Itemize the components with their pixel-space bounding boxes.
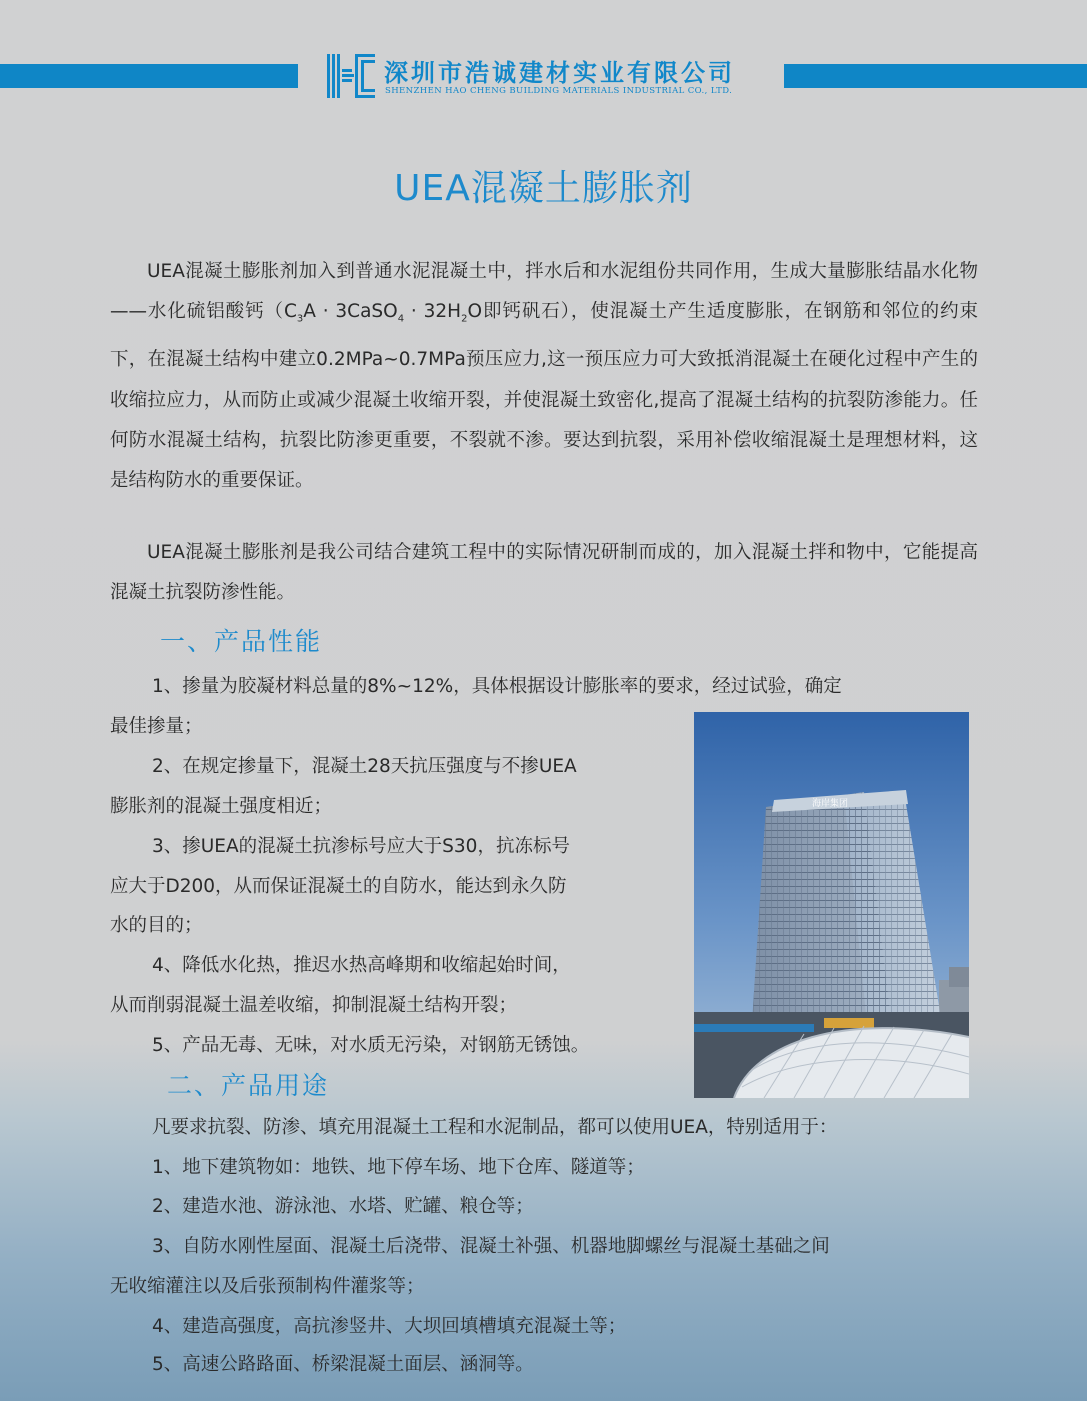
page-title: UEA混凝土膨胀剂: [394, 168, 693, 209]
header-bar-left: [0, 64, 298, 88]
performance-line: 5、产品无毒、无味，对水质无污染，对钢筋无锈蚀。: [152, 1035, 590, 1056]
application-line: 1、地下建筑物如：地铁、地下停车场、地下仓库、隧道等；: [152, 1157, 645, 1178]
performance-line: 从而削弱混凝土温差收缩，抑制混凝土结构开裂；: [110, 995, 518, 1016]
performance-line: 2、在规定掺量下，混凝土28天抗压强度与不掺UEA: [152, 756, 577, 777]
application-line: 无收缩灌注以及后张预制构件灌浆等；: [110, 1276, 425, 1297]
section-heading-performance: 一、产品性能: [160, 627, 323, 656]
application-line: 2、建造水池、游泳池、水塔、贮罐、粮仓等；: [152, 1196, 534, 1217]
performance-line: 1、掺量为胶凝材料总量的8%~12%，具体根据设计膨胀率的要求，经过试验，确定: [152, 676, 842, 697]
performance-line: 3、掺UEA的混凝土抗渗标号应大于S30，抗冻标号: [152, 836, 570, 857]
company-name-en: SHENZHEN HAO CHENG BUILDING MATERIALS INDUSTRIAL CO., LTD.: [385, 86, 733, 96]
building-photo: [694, 712, 969, 1098]
header-bar-right: [784, 64, 1087, 88]
performance-line: 最佳掺量；: [110, 716, 203, 737]
application-line: 5、高速公路路面、桥梁混凝土面层、涵洞等。: [152, 1354, 534, 1375]
performance-line: 水的目的；: [110, 915, 203, 936]
application-line: 凡要求抗裂、防渗、填充用混凝土工程和水泥制品，都可以使用UEA，特别适用于：: [152, 1117, 838, 1138]
building-sign: 海岸集团: [812, 799, 849, 809]
application-line: 3、自防水刚性屋面、混凝土后浇带、混凝土补强、机器地脚螺丝与混凝土基础之间: [152, 1236, 830, 1257]
application-line: 4、建造高强度，高抗渗竖井、大坝回填槽填充混凝土等；: [152, 1316, 627, 1337]
performance-line: 4、降低水化热，推迟水热高峰期和收缩起始时间，: [152, 955, 571, 976]
intro-paragraph-1: UEA混凝土膨胀剂加入到普通水泥混凝土中，拌水后和水泥组份共同作用，生成大量膨胀结晶水化物——水化硫铝酸钙（$C_3A$ · 3CaSO$_4$ · $32H_2O$即钙矾石），使混凝土产生适度膨胀，在钢筋和邻位的约束下，在混凝土结构中建立0.2MPa~0.7MPa预压应力,这一预压应力可大致抵消混凝土在硬化过程中产生的收缩拉应力，从而防止或减少混凝土收缩开裂，并使混凝土致密化,提高了混凝土结构的抗裂防渗能力。任何防水混凝土结构，抗裂比防渗更重要，不裂就不渗。要达到抗裂，采用补偿收缩混凝土是理想材料，这是结构防水的重要保证。: [110, 261, 978, 492]
company-name-cn: 深圳市浩诚建材实业有限公司: [384, 59, 735, 87]
section-heading-applications: 二、产品用途: [167, 1071, 330, 1100]
intro-paragraph-2: UEA混凝土膨胀剂是我公司结合建筑工程中的实际情况研制而成的，加入混凝土拌和物中，它能提高混凝土抗裂防渗性能。: [110, 542, 978, 604]
performance-line: 膨胀剂的混凝土强度相近；: [110, 796, 333, 817]
company-logo-icon: [327, 52, 375, 100]
performance-line: 应大于D200，从而保证混凝土的自防水，能达到永久防: [110, 876, 567, 897]
